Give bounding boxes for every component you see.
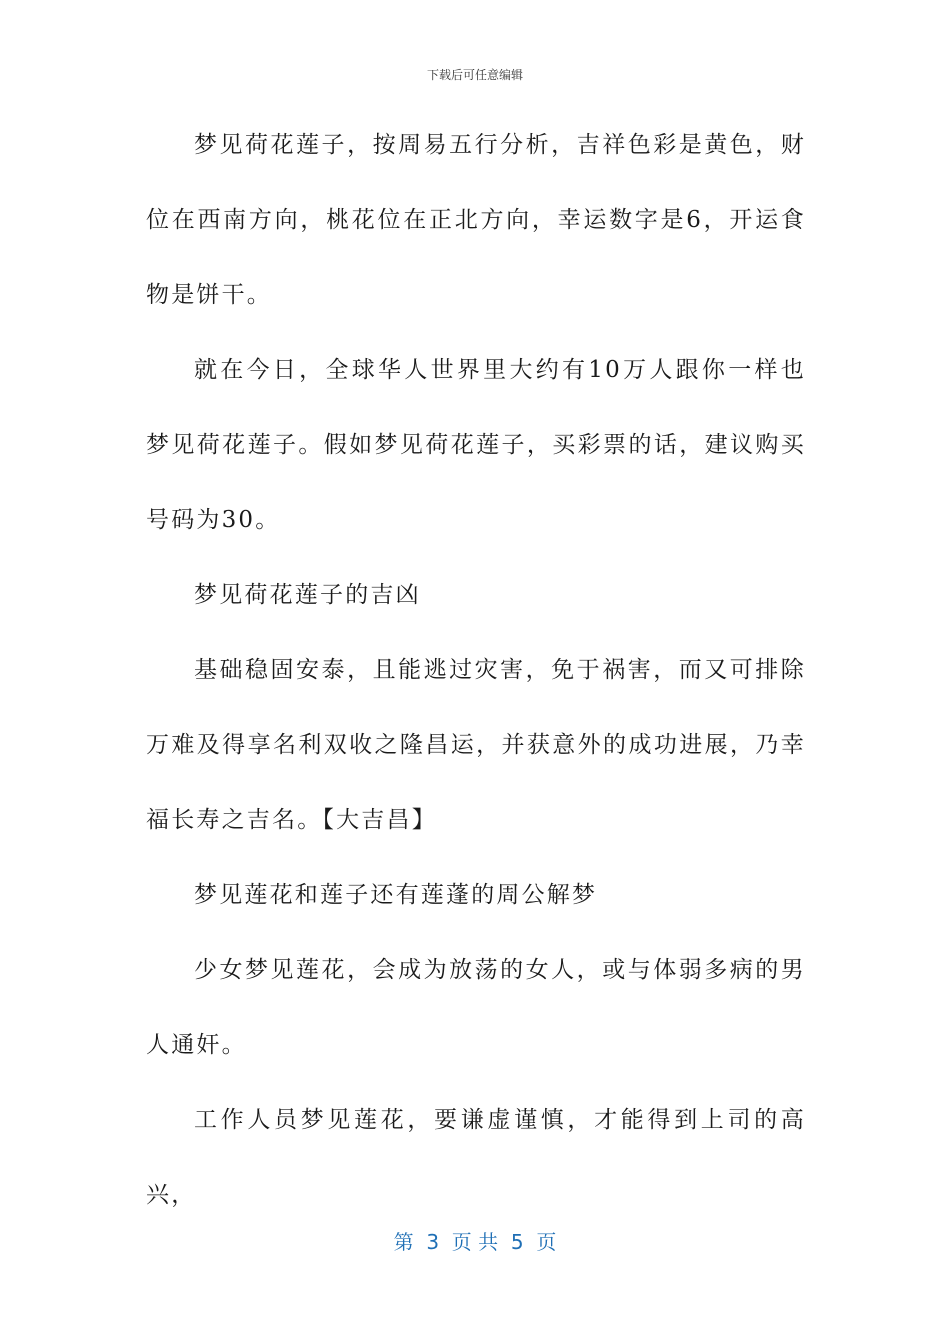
paragraph-girl: 少女梦见莲花，会成为放荡的女人，或与体弱多病的男人通奸。	[146, 957, 806, 1058]
paragraph-fortune: 基础稳固安泰，且能逃过灾害，免于祸害，而又可排除万难及得享名利双收之隆昌运，并获意外的成功进展，乃幸福长寿之吉名。【大吉昌】	[146, 657, 806, 833]
section-heading-fortune: 梦见荷花莲子的吉凶	[194, 582, 421, 608]
section-heading-interpretation: 梦见莲花和莲子还有莲蓬的周公解梦	[194, 882, 598, 908]
paragraph-lucky-info: 梦见荷花莲子，按周易五行分析，吉祥色彩是黄色，财位在西南方向，桃花位在正北方向，幸运数字是6，开运食物是饼干。	[146, 132, 806, 308]
paragraph-worker: 工作人员梦见莲花，要谦虚谨慎，才能得到上司的高兴，	[146, 1107, 806, 1208]
page-number: 第 3 页 共 5 页	[393, 1230, 557, 1254]
document-body	[146, 108, 806, 1233]
header-note: 下载后可任意编辑	[426, 68, 523, 82]
paragraph-lottery: 就在今日，全球华人世界里大约有10万人跟你一样也梦见荷花莲子。假如梦见荷花莲子，买彩票的话，建议购买号码为30。	[146, 357, 806, 533]
